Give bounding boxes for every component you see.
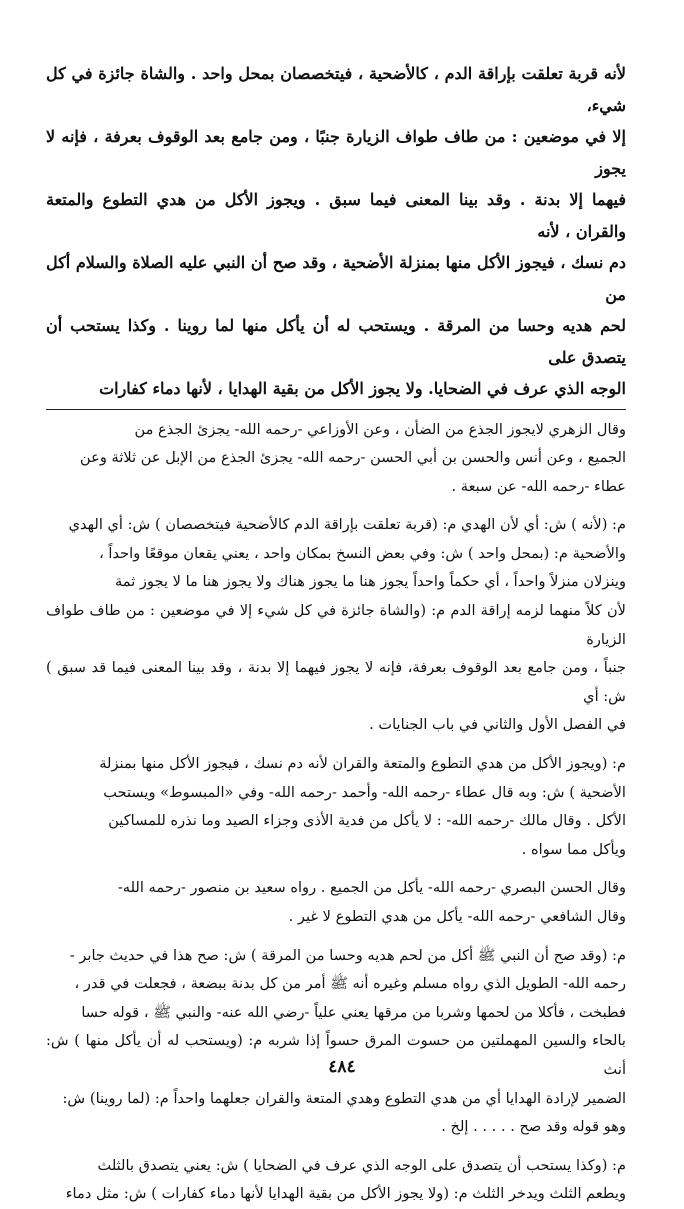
- page-number: ٤٨٤: [328, 1057, 356, 1077]
- matn-line: دم نسك ، فيجوز الأكل منها بمنزلة الأضحية ، وقد صح أن النبي عليه الصلاة والسلام أكل من: [46, 253, 626, 304]
- sharh-line: رحمه الله- الطويل الذي رواه مسلم وغيره أنه ﷺ أمر من كل بدنة ببضعة ، فجعلت في قدر ،: [74, 975, 626, 993]
- paragraph-gap: [46, 740, 626, 750]
- paragraph-gap: [46, 1142, 626, 1152]
- sharh-line: جنباً ، ومن جامع بعد الوقوف بعرفة، فإنه لا يجوز فيهما إلا بدنة ، وقد بينا المعنى فيما قد سبق ) ش: أي: [46, 659, 626, 705]
- paragraph-gap: [46, 864, 626, 874]
- sharh-line: الأضحية ) ش: وبه قال عطاء -رحمه الله- وأحمد -رحمه الله- وفي «المبسوط» ويستحب: [103, 783, 626, 801]
- sharh-paragraph: [46, 416, 626, 502]
- sharh-paragraph: [46, 511, 626, 740]
- sharh-line: م: (وكذا يستحب أن يتصدق على الوجه الذي عرف في الضحايا ) ش: يعني يتصدق بالثلث: [97, 1156, 626, 1174]
- sharh-line: الضمير لإرادة الهدايا أي من هدي التطوع وهدي المتعة والقران جعلهما واحداً م: (لما روينا) ش:: [62, 1089, 626, 1107]
- sharh-paragraph: [46, 874, 626, 931]
- sharh-line: بالحاء والسين المهملتين من حسوت المرق حسواً إذا شربه م: (ويستحب له أن يأكل منها ) ش: أنث: [46, 1032, 626, 1078]
- sharh-line: لأن كلاً منهما لزمه إراقة الدم م: (والشاة جائزة في كل شيء إلا في موضعين : من طاف طواف الزيارة: [46, 602, 626, 648]
- sharh-line: وقال الحسن البصري -رحمه الله- يأكل من الجميع . رواه سعيد بن منصور -رحمه الله-: [117, 879, 626, 897]
- matn-line: لأنه قربة تعلقت بإراقة الدم ، كالأضحية ، فيتخصصان بمحل واحد . والشاة جائزة في كل شيء،: [46, 64, 626, 115]
- sharh-line: ويطعم الثلث ويدخر الثلث م: (ولا يجوز الأكل من بقية الهدايا لأنها دماء كفارات ) ش: مثل دماء: [65, 1185, 626, 1203]
- matn-line: فيهما إلا بدنة . وقد بينا المعنى فيما سبق . ويجوز الأكل من هدي التطوع والمتعة والقران ، لأنه: [46, 190, 626, 241]
- sharh-line: في الفصل الأول والثاني في باب الجنايات .: [369, 716, 626, 734]
- matn-text: [46, 58, 626, 405]
- sharh-text: [46, 416, 626, 1209]
- sharh-paragraph: [46, 1152, 626, 1209]
- matn-line: إلا في موضعين : من طاف طواف الزيارة جنبًا ، ومن جامع بعد الوقوف بعرفة ، فإنه لا يجوز: [46, 127, 626, 178]
- matn-line: الوجه الذي عرف في الضحايا. ولا يجوز الأكل من بقية الهدايا ، لأنها دماء كفارات: [99, 379, 626, 398]
- sharh-line: وقال الشافعي -رحمه الله- يأكل من هدي التطوع لا غير .: [288, 908, 626, 925]
- matn-line: لحم هديه وحسا من المرقة . ويستحب له أن يأكل منها لما روينا . وكذا يستحب أن يتصدق على: [46, 316, 626, 367]
- sharh-line: وهو قوله وقد صح . . . . . إلخ .: [441, 1118, 626, 1136]
- separator-rule: [46, 409, 626, 410]
- sharh-line: م: (لأنه ) ش: أي لأن الهدي م: (قربة تعلقت بإراقة الدم كالأضحية فيتخصصان ) ش: أي الهدي: [68, 516, 626, 534]
- sharh-paragraph: [46, 942, 626, 1142]
- sharh-line: م: (وقد صح أن النبي ﷺ أكل من لحم هديه وحسا من المرقة ) ش: صح هذا في حديث جابر -: [69, 946, 626, 964]
- sharh-line: ويأكل مما سواه .: [521, 840, 626, 858]
- sharh-line: م: (ويجوز الأكل من هدي التطوع والمتعة والقران لأنه دم نسك ، فيجوز الأكل منها بمنزلة: [99, 755, 626, 773]
- sharh-line: عطاء -رحمه الله- عن سبعة .: [451, 477, 626, 495]
- paragraph-gap: [46, 932, 626, 942]
- sharh-line: والأضحية م: (بمحل واحد ) ش: وفي بعض النسخ بمكان واحد ، يعني يقعان موقعًا واحداً ،: [99, 544, 626, 562]
- sharh-line: وقال الزهري لايجوز الجذع من الضأن ، وعن الأوزاعي -رحمه الله- يجزئ الجذع من: [134, 420, 626, 438]
- paragraph-gap: [46, 501, 626, 511]
- sharh-line: فطبخت ، فأكلا من لحمها وشربا من مرقها يعني علياً -رضي الله عنه- والنبي ﷺ ، قوله حسا: [81, 1003, 626, 1021]
- sharh-line: وينزلان منزلاً واحداً ، أي حكماً واحداً يجوز هنا ما يجوز هناك ولا يجوز هنا ما لا يجوز ثمة: [114, 573, 626, 591]
- sharh-line: الأكل . وقال مالك -رحمه الله- : لا يأكل من فدية الأذى وجزاء الصيد وما نذره للمساكين: [108, 812, 626, 830]
- sharh-line: الجميع ، وعن أنس والحسن بن أبي الحسن -رحمه الله- يجزئ الجذع من الإبل عن ثلاثة وعن: [80, 449, 626, 467]
- sharh-paragraph: [46, 750, 626, 864]
